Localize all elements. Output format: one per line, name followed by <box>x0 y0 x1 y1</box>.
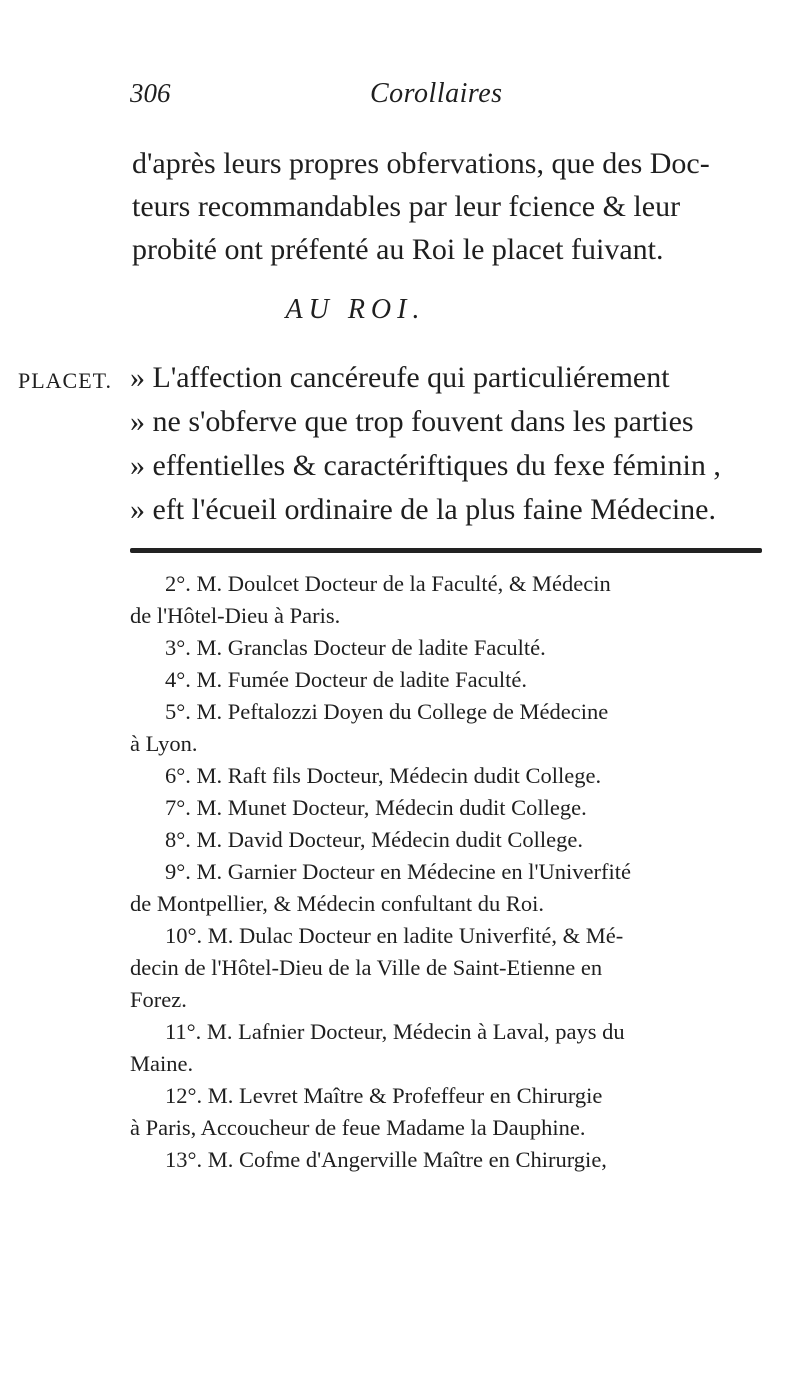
signatory-line: 10°. M. Dulac Docteur en ladite Univerfité, & Mé- <box>165 923 624 948</box>
signatory-line: de l'Hôtel-Dieu à Paris. <box>130 603 341 628</box>
page-number: 306 <box>130 78 171 108</box>
placet-paragraph <box>130 356 770 532</box>
signatory-line: 2°. M. Doulcet Docteur de la Faculté, & Médecin <box>165 571 611 596</box>
heading-text: AU ROI. <box>285 294 426 325</box>
signatory-line: à Paris, Accoucheur de feue Madame la Dauphine. <box>130 1115 586 1140</box>
text-line: » eft l'écueil ordinaire de la plus faine Médecine. <box>130 493 716 526</box>
intro-paragraph <box>132 142 752 271</box>
signatory-line: 11°. M. Lafnier Docteur, Médecin à Laval, pays du <box>165 1019 625 1044</box>
signatory-line: de Montpellier, & Médecin confultant du Roi. <box>130 891 545 916</box>
signatory-line: Forez. <box>130 987 187 1012</box>
page-header <box>130 78 630 118</box>
signatory-line: 12°. M. Levret Maître & Profeffeur en Chirurgie <box>165 1083 603 1108</box>
signatory-list <box>130 568 770 1176</box>
running-title: Corollaires <box>370 78 503 109</box>
text-line: » ne s'obferve que trop fouvent dans les parties <box>130 405 694 438</box>
signatory-line: 9°. M. Garnier Docteur en Médecine en l'Univerfité <box>165 859 631 884</box>
text-line: » L'affection cancéreufe qui particuliérement <box>130 361 670 394</box>
margin-label: PLACET. <box>18 368 112 393</box>
signatory-line: decin de l'Hôtel-Dieu de la Ville de Saint-Etienne en <box>130 955 603 980</box>
signatory-line: Maine. <box>130 1051 194 1076</box>
footnote-rule <box>130 548 762 553</box>
signatory-line: 8°. M. David Docteur, Médecin dudit College. <box>165 827 584 852</box>
text-line: teurs recommandables par leur fcience & leur <box>132 190 681 223</box>
signatory-line: 7°. M. Munet Docteur, Médecin dudit College. <box>165 795 587 820</box>
signatory-line: 6°. M. Raft fils Docteur, Médecin dudit College. <box>165 763 602 788</box>
signatory-line: 4°. M. Fumée Docteur de ladite Faculté. <box>165 667 528 692</box>
signatory-line: 5°. M. Peftalozzi Doyen du College de Médecine <box>165 699 609 724</box>
signatory-line: 3°. M. Granclas Docteur de ladite Faculté. <box>165 635 546 660</box>
section-heading <box>0 294 801 326</box>
text-line: » effentielles & caractériftiques du fexe féminin , <box>130 449 721 482</box>
text-line: d'après leurs propres obfervations, que des Doc- <box>132 147 710 180</box>
signatory-line: à Lyon. <box>130 731 198 756</box>
signatory-line: 13°. M. Cofme d'Angerville Maître en Chirurgie, <box>165 1147 607 1172</box>
text-line: probité ont préfenté au Roi le placet fuivant. <box>132 233 664 266</box>
